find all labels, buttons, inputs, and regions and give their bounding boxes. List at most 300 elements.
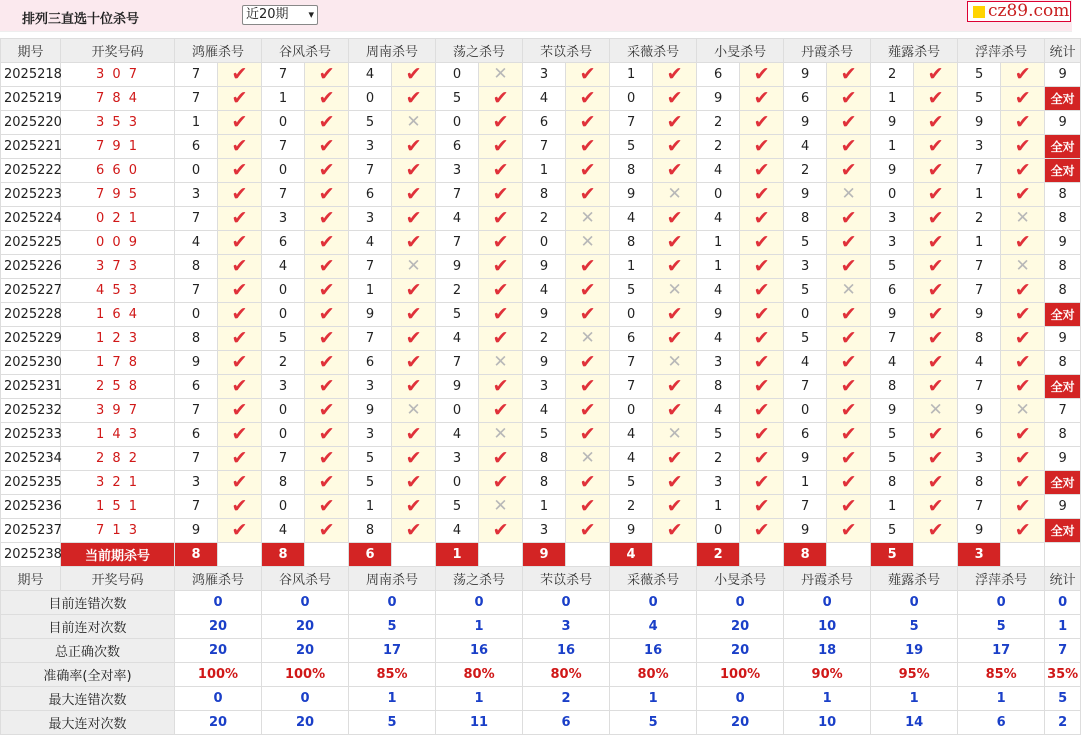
kill-number-cell: 9 [784,519,827,543]
kill-number-cell: 2 [784,159,827,183]
cross-mark-icon [827,183,871,207]
draw-number-cell: 1 4 3 [61,423,175,447]
row-stat-cell: 全对 [1045,135,1081,159]
row-stat-cell: 9 [1045,495,1081,519]
stat-value-cell: 6 [958,711,1045,735]
check-mark-icon [914,351,958,375]
table-header-row [1,39,1081,63]
stat-value-cell: 90% [784,663,871,687]
kill-number-cell: 7 [958,255,1001,279]
kill-number-cell: 6 [349,351,392,375]
check-icon: ✔ [492,159,509,181]
check-icon: ✔ [927,303,944,325]
stat-value-cell: 5 [871,615,958,639]
stat-value-cell: 85% [349,663,436,687]
kill-number-cell: 7 [349,159,392,183]
stat-value-cell: 20 [262,615,349,639]
kill-number-cell: 0 [436,111,479,135]
x-icon: ✕ [1015,400,1030,420]
kill-number-cell: 0 [523,231,566,255]
kill-number-table [0,38,1081,735]
check-mark-icon [914,519,958,543]
stat-value-cell: 3 [523,615,610,639]
check-mark-icon [305,231,349,255]
check-mark-icon [566,135,610,159]
kill-number-cell: 7 [349,255,392,279]
check-icon: ✔ [1014,327,1031,349]
check-icon: ✔ [231,303,248,325]
row-stat-cell: 7 [1045,399,1081,423]
check-icon: ✔ [927,471,944,493]
check-icon: ✔ [231,519,248,541]
draw-number-cell: 2 8 2 [61,447,175,471]
kill-number-cell: 9 [523,351,566,375]
check-mark-icon [479,231,523,255]
check-icon: ✔ [318,423,335,445]
row-stat-cell: 9 [1045,231,1081,255]
kill-number-cell: 9 [784,183,827,207]
check-mark-icon [479,471,523,495]
check-icon: ✔ [1014,471,1031,493]
check-mark-icon [218,303,262,327]
kill-number-cell: 7 [262,447,305,471]
x-icon: ✕ [667,424,682,444]
check-icon: ✔ [666,159,683,181]
cross-mark-icon [1001,255,1045,279]
stat-total-cell: 0 [1045,591,1081,615]
check-mark-icon [914,87,958,111]
check-mark-icon [305,447,349,471]
check-icon: ✔ [405,63,422,85]
check-mark-icon [392,351,436,375]
check-mark-icon [566,63,610,87]
check-mark-icon [566,159,610,183]
row-stat-cell: 全对 [1045,303,1081,327]
kill-number-cell: 8 [958,471,1001,495]
kill-number-cell: 5 [610,135,653,159]
check-mark-icon [653,87,697,111]
check-icon: ✔ [231,351,248,373]
stat-total-cell: 35% [1045,663,1081,687]
kill-number-cell: 7 [349,327,392,351]
kill-number-cell: 5 [610,279,653,303]
check-mark-icon [740,471,784,495]
check-mark-icon [392,63,436,87]
check-icon: ✔ [492,111,509,133]
cross-mark-icon [566,447,610,471]
table-row [1,111,1081,135]
check-mark-icon [479,303,523,327]
check-mark-icon [1001,519,1045,543]
col-header-expert: 薤露杀号 [871,39,958,63]
check-icon: ✔ [753,399,770,421]
table-row [1,423,1081,447]
stat-value-cell: 0 [262,591,349,615]
issue-cell: 2025219 [1,87,61,111]
check-icon: ✔ [753,519,770,541]
check-icon: ✔ [318,159,335,181]
logo-square-icon [973,6,985,18]
kill-number-cell: 8 [175,327,218,351]
check-mark-icon [827,351,871,375]
x-icon: ✕ [493,496,508,516]
check-icon: ✔ [840,231,857,253]
check-icon: ✔ [1014,183,1031,205]
stat-value-cell: 0 [175,687,262,711]
stat-value-cell: 1 [436,687,523,711]
check-mark-icon [305,303,349,327]
stat-value-cell: 95% [871,663,958,687]
kill-number-cell: 4 [697,159,740,183]
check-icon: ✔ [840,303,857,325]
kill-number-cell: 6 [784,87,827,111]
check-icon: ✔ [1014,63,1031,85]
check-mark-icon [392,159,436,183]
current-period-row [1,543,1081,567]
check-icon: ✔ [753,183,770,205]
check-mark-icon [218,111,262,135]
check-icon: ✔ [579,495,596,517]
col-header-expert: 谷风杀号 [262,567,349,591]
check-mark-icon [740,495,784,519]
stat-value-cell: 0 [697,591,784,615]
kill-number-cell: 0 [784,399,827,423]
check-mark-icon [827,159,871,183]
x-icon: ✕ [580,448,595,468]
kill-number-cell: 0 [175,159,218,183]
check-mark-icon [740,135,784,159]
x-icon: ✕ [580,328,595,348]
row-stat-cell: 8 [1045,423,1081,447]
check-mark-icon [740,447,784,471]
kill-number-cell: 1 [958,183,1001,207]
check-mark-icon [392,423,436,447]
check-mark-icon [827,471,871,495]
stat-value-cell: 1 [436,615,523,639]
check-icon: ✔ [318,303,335,325]
stat-value-cell: 1 [349,687,436,711]
check-icon: ✔ [927,159,944,181]
issue-cell: 2025233 [1,423,61,447]
table-row [1,447,1081,471]
check-icon: ✔ [231,135,248,157]
site-logo[interactable] [967,1,1071,22]
stat-total-cell: 5 [1045,687,1081,711]
check-icon: ✔ [753,135,770,157]
col-header-expert: 小旻杀号 [697,567,784,591]
stat-value-cell: 11 [436,711,523,735]
stat-total-cell: 2 [1045,711,1081,735]
kill-number-cell: 9 [784,111,827,135]
kill-number-cell: 5 [871,519,914,543]
check-mark-icon [653,447,697,471]
kill-number-cell: 5 [349,111,392,135]
cross-mark-icon [479,495,523,519]
kill-number-cell: 8 [175,255,218,279]
check-icon: ✔ [492,135,509,157]
check-mark-icon [218,327,262,351]
check-mark-icon [218,471,262,495]
check-icon: ✔ [666,447,683,469]
check-icon: ✔ [927,495,944,517]
draw-number-cell: 3 2 1 [61,471,175,495]
check-mark-icon [566,111,610,135]
kill-number-cell: 1 [871,87,914,111]
check-icon: ✔ [753,231,770,253]
check-icon: ✔ [318,399,335,421]
kill-number-cell: 8 [871,375,914,399]
check-mark-icon [653,111,697,135]
check-icon: ✔ [666,519,683,541]
kill-number-cell: 2 [262,351,305,375]
check-icon: ✔ [840,87,857,109]
issue-cell: 2025225 [1,231,61,255]
kill-number-cell: 4 [349,63,392,87]
kill-number-cell: 0 [262,159,305,183]
cross-mark-icon [1001,207,1045,231]
check-icon: ✔ [492,471,509,493]
kill-number-cell: 4 [523,279,566,303]
check-icon: ✔ [492,279,509,301]
check-mark-icon [218,375,262,399]
kill-number-cell: 0 [436,471,479,495]
check-icon: ✔ [927,111,944,133]
col-header-expert: 荡之杀号 [436,39,523,63]
kill-number-cell: 0 [349,87,392,111]
kill-number-cell: 0 [262,399,305,423]
kill-number-cell: 7 [175,63,218,87]
check-mark-icon [827,327,871,351]
check-icon: ✔ [318,207,335,229]
kill-number-cell: 4 [436,519,479,543]
check-icon: ✔ [579,519,596,541]
period-select[interactable] [242,5,318,25]
kill-number-cell: 7 [610,375,653,399]
stat-value-cell: 0 [523,591,610,615]
kill-number-cell: 8 [610,159,653,183]
stat-total-cell: 7 [1045,639,1081,663]
kill-number-cell: 3 [871,207,914,231]
current-kill-cell: 8 [784,543,827,567]
current-empty-cell [392,543,436,567]
check-icon: ✔ [840,375,857,397]
check-icon: ✔ [405,231,422,253]
check-mark-icon [305,255,349,279]
stat-value-cell: 0 [697,687,784,711]
check-icon: ✔ [318,519,335,541]
cross-mark-icon [653,351,697,375]
row-stat-cell: 全对 [1045,471,1081,495]
check-icon: ✔ [753,207,770,229]
kill-number-cell: 9 [784,447,827,471]
check-mark-icon [392,327,436,351]
kill-number-cell: 0 [262,279,305,303]
kill-number-cell: 1 [697,495,740,519]
stat-value-cell: 20 [697,711,784,735]
kill-number-cell: 8 [871,471,914,495]
check-icon: ✔ [405,471,422,493]
kill-number-cell: 8 [349,519,392,543]
check-mark-icon [479,255,523,279]
check-mark-icon [305,159,349,183]
table-row [1,87,1081,111]
check-mark-icon [392,519,436,543]
cross-mark-icon [479,351,523,375]
check-mark-icon [566,87,610,111]
col-header-expert: 鸿雁杀号 [175,39,262,63]
kill-number-cell: 9 [871,111,914,135]
check-icon: ✔ [1014,279,1031,301]
draw-number-cell: 0 0 9 [61,231,175,255]
kill-number-cell: 4 [784,135,827,159]
check-icon: ✔ [579,159,596,181]
check-mark-icon [827,495,871,519]
kill-number-cell: 0 [610,87,653,111]
check-icon: ✔ [666,471,683,493]
check-icon: ✔ [666,399,683,421]
row-stat-cell: 9 [1045,327,1081,351]
check-icon: ✔ [753,159,770,181]
stat-value-cell: 0 [262,687,349,711]
x-icon: ✕ [1015,256,1030,276]
stat-value-cell: 1 [784,687,871,711]
table-row [1,399,1081,423]
check-icon: ✔ [579,111,596,133]
kill-number-cell: 4 [349,231,392,255]
kill-number-cell: 4 [871,351,914,375]
check-icon: ✔ [840,351,857,373]
row-stat-cell: 9 [1045,447,1081,471]
kill-number-cell: 9 [697,87,740,111]
kill-number-cell: 1 [349,279,392,303]
check-icon: ✔ [318,87,335,109]
current-empty-cell [827,543,871,567]
check-icon: ✔ [492,207,509,229]
row-stat-cell: 9 [1045,63,1081,87]
kill-number-cell: 5 [784,231,827,255]
current-kill-cell: 8 [262,543,305,567]
check-icon: ✔ [231,255,248,277]
table-row [1,327,1081,351]
kill-number-cell: 5 [784,327,827,351]
check-icon: ✔ [1014,375,1031,397]
kill-number-cell: 8 [523,471,566,495]
cross-mark-icon [1001,399,1045,423]
x-icon: ✕ [667,184,682,204]
check-mark-icon [914,375,958,399]
kill-number-cell: 6 [349,183,392,207]
kill-number-cell: 1 [175,111,218,135]
kill-number-cell: 8 [958,327,1001,351]
stat-value-cell: 5 [958,615,1045,639]
stat-value-cell: 20 [175,615,262,639]
check-icon: ✔ [231,447,248,469]
check-mark-icon [479,447,523,471]
check-mark-icon [218,63,262,87]
check-mark-icon [305,183,349,207]
current-empty-cell [305,543,349,567]
col-header-expert: 丹霞杀号 [784,567,871,591]
draw-number-cell: 3 7 3 [61,255,175,279]
kill-number-cell: 7 [436,231,479,255]
kill-number-cell: 6 [175,375,218,399]
check-icon: ✔ [405,351,422,373]
check-icon: ✔ [753,279,770,301]
kill-number-cell: 4 [436,423,479,447]
x-icon: ✕ [493,64,508,84]
stat-value-cell: 10 [784,615,871,639]
issue-cell: 2025228 [1,303,61,327]
stat-row [1,687,1081,711]
kill-number-cell: 9 [436,375,479,399]
check-icon: ✔ [840,471,857,493]
check-icon: ✔ [840,135,857,157]
x-icon: ✕ [667,280,682,300]
draw-number-cell: 1 6 4 [61,303,175,327]
draw-number-cell: 1 2 3 [61,327,175,351]
x-icon: ✕ [493,424,508,444]
kill-number-cell: 0 [697,183,740,207]
stat-value-cell: 1 [958,687,1045,711]
kill-number-cell: 5 [958,63,1001,87]
kill-number-cell: 3 [784,255,827,279]
row-stat-cell: 8 [1045,351,1081,375]
kill-number-cell: 4 [436,207,479,231]
logo-text: cz89.com [988,1,1070,21]
col-header-expert: 鸿雁杀号 [175,567,262,591]
top-bar [0,0,1072,32]
kill-number-cell: 3 [871,231,914,255]
kill-number-cell: 7 [523,135,566,159]
table-row [1,207,1081,231]
stat-value-cell: 18 [784,639,871,663]
check-mark-icon [827,399,871,423]
check-icon: ✔ [1014,423,1031,445]
check-icon: ✔ [753,495,770,517]
check-mark-icon [218,423,262,447]
kill-number-cell: 1 [697,231,740,255]
kill-number-cell: 0 [871,183,914,207]
check-mark-icon [479,279,523,303]
check-icon: ✔ [753,351,770,373]
kill-number-cell: 3 [262,375,305,399]
check-icon: ✔ [840,327,857,349]
check-mark-icon [1001,375,1045,399]
kill-number-cell: 4 [697,279,740,303]
check-icon: ✔ [753,303,770,325]
check-mark-icon [653,375,697,399]
check-icon: ✔ [840,159,857,181]
check-icon: ✔ [666,111,683,133]
check-icon: ✔ [927,519,944,541]
kill-number-cell: 6 [958,423,1001,447]
kill-number-cell: 1 [697,255,740,279]
issue-cell: 2025221 [1,135,61,159]
check-mark-icon [914,423,958,447]
stat-value-cell: 5 [349,711,436,735]
kill-number-cell: 4 [610,447,653,471]
kill-number-cell: 9 [958,519,1001,543]
issue-cell: 2025220 [1,111,61,135]
check-icon: ✔ [579,303,596,325]
check-mark-icon [653,399,697,423]
check-icon: ✔ [666,87,683,109]
check-icon: ✔ [492,231,509,253]
kill-number-cell: 5 [871,423,914,447]
kill-number-cell: 2 [697,111,740,135]
stat-value-cell: 17 [958,639,1045,663]
check-icon: ✔ [318,111,335,133]
